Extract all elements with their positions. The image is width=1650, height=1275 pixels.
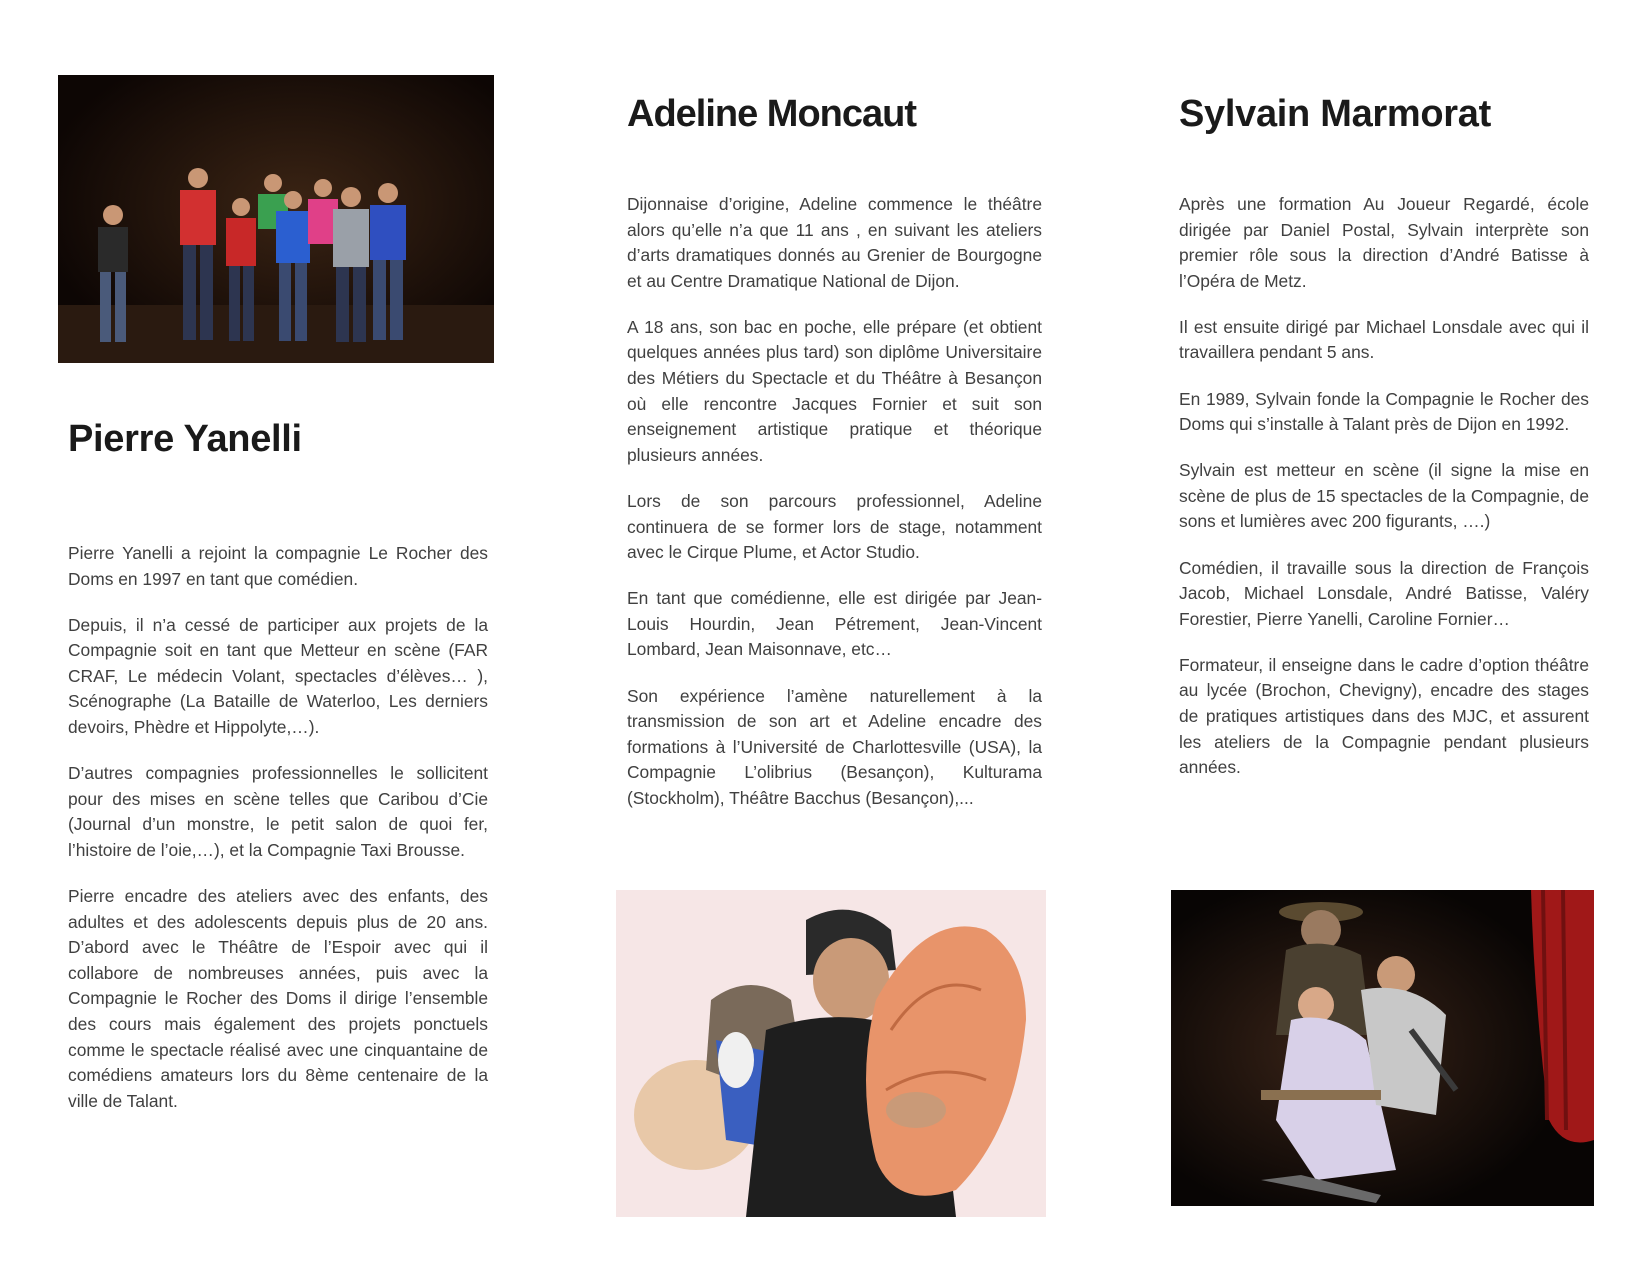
bio-paragraph: Formateur, il enseigne dans le cadre d’option théâtre au lycée (Brochon, Chevigny), encadre des stages de pratiques artistiques dans des MJC, et assurent les ateliers de la Compagnie pendant plusieurs années.: [1179, 654, 1589, 778]
sylvain-marmorat-name: Sylvain Marmorat: [1179, 93, 1491, 135]
bio-paragraph: Pierre Yanelli a rejoint la compagnie Le Rocher des Doms en 1997 en tant que comédien.: [68, 543, 488, 589]
adeline-moncaut-bio: [627, 192, 1042, 832]
stage-group-photo: [58, 75, 494, 363]
bio-paragraph: Il est ensuite dirigé par Michael Lonsdale avec qui il travaillera pendant 5 ans.: [1179, 316, 1589, 363]
bio-paragraph: Pierre encadre des ateliers avec des enfants, des adultes et des adolescents depuis plus de 20 ans. D’abord avec le Théâtre de l’Espoir avec qui il collabore de nombreuses années, puis avec la Compagnie le Rocher des Doms il dirige l’ensemble des cours mais également des projets ponctuels comme le spectacle réalisé avec une cinquantaine de comédiens amateurs lors du 8ème centenaire de la ville de Talant.: [68, 886, 488, 1111]
bio-paragraph: Comédien, il travaille sous la direction de François Jacob, Michael Lonsdale, André Batisse, Valéry Forestier, Pierre Yanelli, Caroline Fornier…: [1179, 557, 1589, 629]
bio-paragraph: D’autres compagnies professionnelles le sollicitent pour des mises en scène telles que Caribou d’Cie (Journal d’un monstre, le petit salon de quoi fer, l’histoire de l’oie,…), et la Compagnie Taxi Brousse.: [68, 763, 488, 860]
sylvain-marmorat-bio: [1179, 192, 1589, 801]
bio-paragraph: A 18 ans, son bac en poche, elle prépare (et obtient quelques années plus tard) son diplôme Universitaire des Métiers du Spectacle et du Théâtre à Besançon où elle rencontre Jacques Fornier et suit son enseignement artistique pratique et théorique plusieurs années.: [627, 316, 1042, 465]
bio-paragraph: Dijonnaise d’origine, Adeline commence le théâtre alors qu’elle n’a que 11 ans , en suivant les ateliers d’arts dramatiques donnés au Grenier de Bourgogne et au Centre Dramatique National de Dijon.: [627, 194, 1042, 291]
pierre-yanelli-name: Pierre Yanelli: [68, 418, 302, 460]
stage-scene-photo: [1171, 890, 1594, 1206]
bio-paragraph: Depuis, il n’a cessé de participer aux projets de la Compagnie soit en tant que Metteur en scène (FAR CRAF, Le médecin Volant, spectacles d’élèves… ), Scénographe (La Bataille de Waterloo, Les derniers devoirs, Phèdre et Hippolyte,…).: [68, 614, 488, 738]
bio-paragraph: En 1989, Sylvain fonde la Compagnie le Rocher des Doms qui s’installe à Talant près de Dijon en 1992.: [1179, 388, 1589, 435]
bio-paragraph: En tant que comédienne, elle est dirigée par Jean-Louis Hourdin, Jean Pétrement, Jean-Vincent Lombard, Jean Maisonnave, etc…: [627, 588, 1042, 660]
bio-paragraph: Après une formation Au Joueur Regardé, école dirigée par Daniel Postal, Sylvain interprète son premier rôle sous la direction d’André Batisse à l’Opéra de Metz.: [1179, 194, 1589, 291]
bio-paragraph: Lors de son parcours professionnel, Adeline continuera de se former lors de stage, notamment avec le Cirque Plume, et Actor Studio.: [627, 490, 1042, 563]
pierre-yanelli-bio: [68, 541, 488, 1135]
bio-paragraph: Son expérience l’amène naturellement à la transmission de son art et Adeline encadre des formations à l’Université de Charlottesville (USA), la Compagnie L’olibrius (Besançon), Kulturama (Stockholm), Théâtre Bacchus (Besançon),...: [627, 685, 1042, 808]
actors-with-cushion-photo: [616, 890, 1046, 1217]
bio-paragraph: Sylvain est metteur en scène (il signe la mise en scène de plus de 15 spectacles de la Compagnie, de sons et lumières avec 200 figurants, ….): [1179, 460, 1589, 532]
adeline-moncaut-name: Adeline Moncaut: [627, 93, 917, 135]
